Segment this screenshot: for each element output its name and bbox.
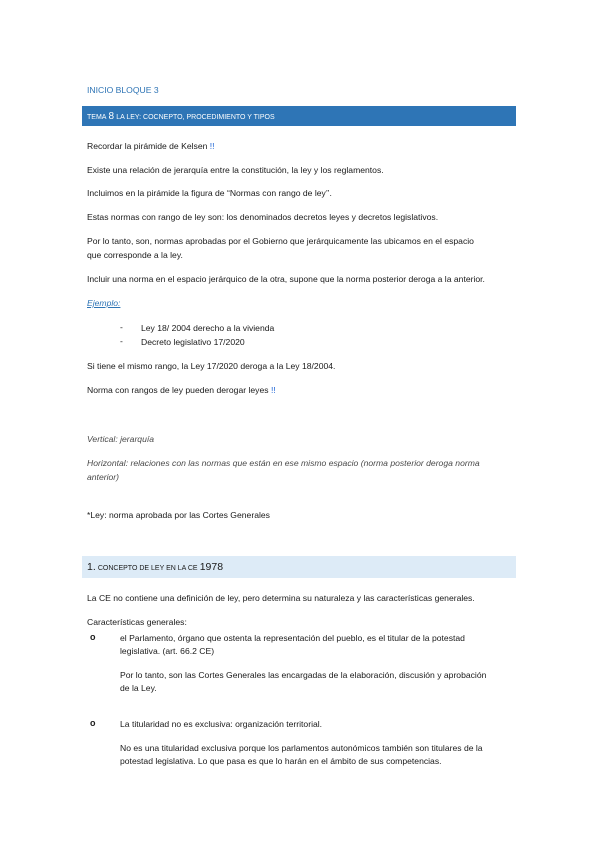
bullet-titularidad-sub-line1: No es una titularidad exclusiva porque los parlamentos autonómicos también son titulares de la <box>120 743 483 753</box>
note-horizontal-line1: Horizontal: relaciones con las normas que están en ese mismo espacio (norma posterior deroga norma <box>87 458 480 468</box>
paragraph-jerarquia: Existe una relación de jerarquía entre la constitución, la ley y los reglamentos. <box>87 165 384 175</box>
emphasis-mark: !! <box>209 141 215 151</box>
section-heading <box>87 561 223 573</box>
topic-heading <box>87 111 275 122</box>
topic-number: 8 <box>108 111 115 122</box>
paragraph-kelsen <box>87 140 215 152</box>
list-dash: - <box>120 336 123 346</box>
characteristics-label: Características generales: <box>87 617 187 627</box>
bullet-parlamento-line2: legislativa. (art. 66.2 CE) <box>120 646 215 656</box>
emphasis-mark: !! <box>270 385 276 395</box>
paragraph-derogar-text: Norma con rangos de ley pueden derogar leyes <box>87 385 269 395</box>
paragraph-kelsen-text: Recordar la pirámide de Kelsen <box>87 141 208 151</box>
topic-prefix: TEMA <box>87 114 107 121</box>
paragraph-gobierno-line2: que corresponde a la ley. <box>87 250 183 260</box>
bullet-marker: o <box>90 632 96 642</box>
example-item: Decreto legislativo 17/2020 <box>141 337 245 347</box>
topic-title: LA LEY: COCNEPTO, PROCEDIMIENTO Y TIPOS <box>116 114 275 121</box>
example-label: Ejemplo: <box>87 298 121 308</box>
paragraph-gobierno-line1: Por lo tanto, son, normas aprobadas por el Gobierno que jerárquicamente las ubicamos en el espacio <box>87 236 474 246</box>
section-year: 1978 <box>199 561 224 573</box>
topic-heading-bar <box>82 106 516 126</box>
bullet-parlamento-sub-line1: Por lo tanto, son las Cortes Generales las encargadas de la elaboración, discusión y aprobación <box>120 670 487 680</box>
section-heading-bar <box>82 556 516 578</box>
paragraph-normas-rango: Incluimos en la pirámide la figura de “Normas con rango de ley’’. <box>87 188 332 198</box>
bullet-parlamento-line1: el Parlamento, órgano que ostenta la representación del pueblo, es el titular de la potestad <box>120 633 465 643</box>
bullet-marker: o <box>90 718 96 728</box>
example-item: Ley 18/ 2004 derecho a la vivienda <box>141 323 275 333</box>
paragraph-mismo-rango: Si tiene el mismo rango, la Ley 17/2020 deroga a la Ley 18/2004. <box>87 361 336 371</box>
note-horizontal-line2: anterior) <box>87 472 119 482</box>
section-number: 1. <box>87 561 96 573</box>
list-dash: - <box>120 322 123 332</box>
paragraph-derogar-leyes <box>87 384 276 396</box>
bullet-titularidad: La titularidad no es exclusiva: organización territorial. <box>120 719 323 729</box>
bullet-parlamento-sub-line2: de la Ley. <box>120 683 157 693</box>
paragraph-decretos: Estas normas con rango de ley son: los denominados decretos leyes y decretos legislativos. <box>87 212 439 222</box>
paragraph-deroga: Incluir una norma en el espacio jerárquico de la otra, supone que la norma posterior deroga a la anterior. <box>87 274 485 284</box>
bullet-titularidad-sub-line2: potestad legislativa. Lo que pasa es que lo harán en el ámbito de sus competencias. <box>120 756 442 766</box>
note-vertical: Vertical: jerarquía <box>87 434 155 444</box>
footnote-ley: *Ley: norma aprobada por las Cortes Generales <box>87 510 270 520</box>
section-title: CONCEPTO DE LEY EN LA CE <box>97 565 198 572</box>
block-title: INICIO BLOQUE 3 <box>87 85 159 95</box>
section-paragraph: La CE no contiene una definición de ley, pero determina su naturaleza y las características generales. <box>87 593 475 603</box>
